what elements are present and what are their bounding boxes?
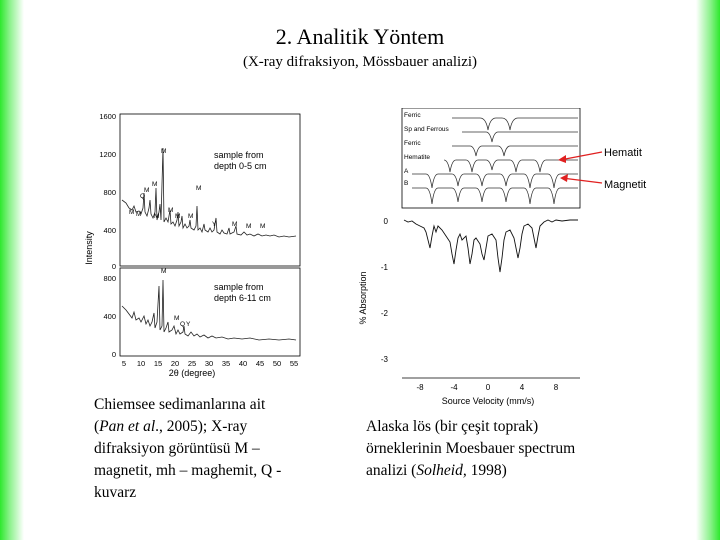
xrd-top-sample-label: depth 0-5 cm — [214, 161, 267, 171]
xrd-peak-label: M — [174, 315, 180, 322]
xrd-top-sample-label: sample from — [214, 150, 264, 160]
mossbauer-figure — [352, 108, 662, 413]
xrd-peak-label: M — [246, 223, 252, 230]
xrd-xtick: 45 — [255, 359, 265, 368]
mossbauer-ref-label: Sp and Ferrous — [404, 126, 449, 133]
xrd-xtick: 35 — [221, 359, 231, 368]
xrd-peak-label: M — [161, 268, 167, 275]
mossbauer-ref-label: A — [404, 168, 409, 175]
left-caption-line: (Pan et al., 2005); X-ray — [94, 418, 248, 435]
xrd-top-ytick: 1200 — [99, 150, 116, 159]
mossbauer-ytick: -2 — [380, 309, 388, 318]
xrd-bottom-ytick: 800 — [103, 274, 116, 283]
xrd-xtick: 10 — [136, 359, 146, 368]
right-caption — [366, 416, 626, 482]
xrd-peak-label: M — [168, 207, 174, 214]
magnetite-arrow — [562, 178, 602, 183]
xrd-peak-label: M — [175, 213, 181, 220]
mossbauer-ref-label: Hematite — [404, 154, 431, 161]
xrd-xtick: 20 — [170, 359, 180, 368]
xrd-xtick: 5 — [121, 359, 127, 368]
xrd-bottom-trace — [122, 280, 296, 340]
slide-title: 2. Analitik Yöntem — [275, 24, 445, 49]
mossbauer-ytick: 0 — [383, 217, 388, 226]
right-caption-line: Alaska lös (bir çeşit toprak) — [366, 418, 539, 435]
left-caption-line: magnetit, mh – maghemit, Q - — [94, 462, 282, 479]
mossbauer-measured-panel — [358, 217, 580, 406]
right-caption-line: örneklerinin Moesbauer spectrum — [366, 440, 576, 457]
xrd-peak-label: M — [232, 221, 238, 228]
xrd-x-axis-label: 2θ (degree) — [168, 368, 216, 378]
xrd-bottom-sample-label: depth 6-11 cm — [214, 293, 271, 303]
xrd-top-ytick: 0 — [111, 262, 116, 271]
xrd-peak-label: Q — [180, 321, 186, 328]
mossbauer-xtick: 8 — [553, 383, 559, 392]
mossbauer-arrows — [558, 147, 646, 191]
xrd-peak-label: M — [260, 223, 266, 230]
left-caption-line: kuvarz — [94, 484, 137, 501]
right-caption-line: analizi (Solheid, 1998) — [366, 462, 507, 479]
hematite-label: Hematit — [604, 147, 642, 159]
left-caption — [94, 394, 326, 504]
xrd-peak-label: M — [154, 213, 160, 220]
mossbauer-ytick: -3 — [380, 355, 388, 364]
xrd-peak-label: Q — [140, 193, 146, 200]
slide-subtitle: (X-ray difraksiyon, Mössbauer analizi) — [242, 54, 478, 70]
xrd-top-ytick: 1600 — [99, 112, 116, 121]
mossbauer-y-axis-label: % Absorption — [358, 271, 368, 325]
xrd-xtick: 50 — [272, 359, 282, 368]
xrd-xtick: 55 — [289, 359, 299, 368]
left-caption-line: Chiemsee sedimanlarına ait — [94, 396, 266, 413]
mossbauer-xtick: 0 — [485, 383, 491, 392]
mossbauer-xtick: -4 — [450, 383, 458, 392]
xrd-peak-label: M — [152, 181, 158, 188]
mossbauer-reference-spectra — [402, 108, 580, 208]
xrd-bottom-panel — [103, 268, 300, 359]
xrd-top-ytick: 400 — [103, 226, 116, 235]
xrd-xtick: 30 — [204, 359, 214, 368]
mossbauer-ref-label: Ferric — [404, 140, 421, 147]
hematite-arrow — [560, 152, 602, 160]
xrd-peak-label: Y — [212, 221, 217, 228]
mossbauer-ytick: -1 — [380, 263, 388, 272]
mossbauer-measured-trace — [404, 220, 578, 272]
xrd-peak-label: Y — [186, 321, 191, 328]
xrd-peak-label: M — [136, 211, 142, 218]
xrd-peak-label: M — [196, 185, 202, 192]
mossbauer-xtick: -8 — [416, 383, 424, 392]
xrd-bottom-ytick: 400 — [103, 312, 116, 321]
xrd-peak-label: M — [129, 209, 135, 216]
xrd-top-panel — [99, 112, 300, 271]
left-caption-line: difraksiyon görüntüsü M – — [94, 440, 260, 457]
xrd-xtick: 25 — [187, 359, 197, 368]
xrd-xtick: 15 — [153, 359, 163, 368]
mossbauer-x-axis-label: Source Velocity (mm/s) — [441, 396, 535, 406]
xrd-xtick: 40 — [238, 359, 248, 368]
xrd-y-axis-label: Intensity — [84, 231, 94, 265]
mossbauer-xtick: 4 — [519, 383, 525, 392]
xrd-peak-label: M — [188, 213, 194, 220]
mossbauer-ref-label: Ferric — [404, 112, 421, 119]
xrd-figure — [84, 108, 310, 383]
xrd-bottom-ytick: 0 — [111, 350, 116, 359]
xrd-x-ticks — [122, 359, 298, 368]
magnetite-label: Magnetit — [604, 179, 647, 191]
mossbauer-ref-label: B — [404, 180, 409, 187]
xrd-top-ytick: 800 — [103, 188, 116, 197]
xrd-peak-label: M — [161, 148, 167, 155]
xrd-peak-label: M — [144, 187, 150, 194]
xrd-bottom-sample-label: sample from — [214, 282, 264, 292]
